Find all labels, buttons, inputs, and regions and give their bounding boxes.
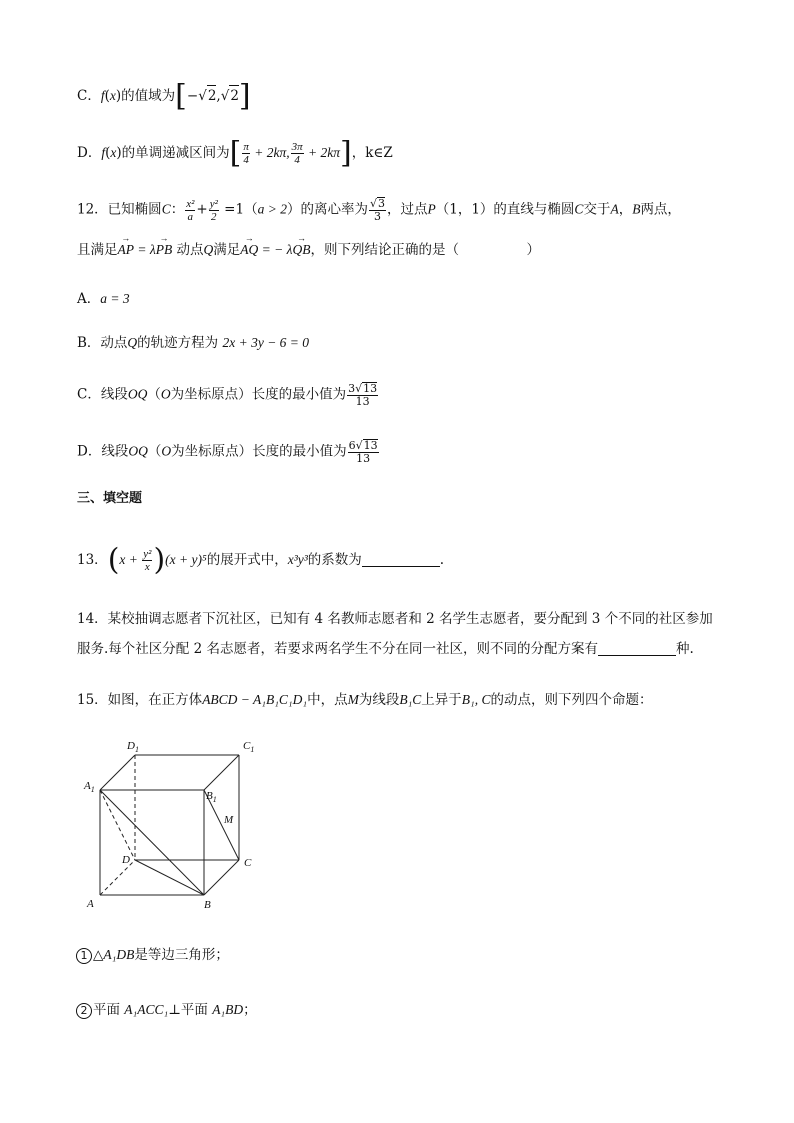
- proposition-1: 1 △A₁DB是等边三角形；: [76, 945, 229, 965]
- label-c: C: [244, 857, 252, 869]
- question-14-line-1: 14．某校抽调志愿者下沉社区，已知有 4 名教师志愿者和 2 名学生志愿者，要分配到 3 个不同的社区参加: [77, 611, 713, 627]
- proposition-2: 2 平面 A₁ACC₁⊥平面 A₁BD；: [76, 1000, 257, 1020]
- label-m: M: [224, 814, 234, 826]
- edge-c-b: [204, 860, 239, 895]
- option-d-interval: D．f(x)的单调递减区间为[ $\frac{\pi}{4}$ + 2kπ, $\frac{3\pi}{4}$ + 2kπ]，k∈Z: [77, 135, 393, 171]
- label-a1: $A_1$: [84, 780, 95, 794]
- answer-blank-13[interactable]: [362, 552, 440, 567]
- edge-c1-b1: [204, 755, 239, 790]
- question-14-line-2: 服务.每个社区分配 2 名志愿者，若要求两名学生不分在同一社区，则不同的分配方案有 种.: [77, 641, 694, 657]
- question-12-line-2: 且满足→ AP = λ→ PB 动点Q满足→ AQ = − λ→ QB，则下列结论正确的是（ ）: [77, 240, 540, 260]
- question-15: 15．如图，在正方体ABCD − A₁B₁C₁D₁中，点M为线段B₁C上异于B₁, C的动点，则下列四个命题：: [77, 692, 653, 708]
- q12-option-c: C．线段OQ（O为坐标原点）长度的最小值为 $\frac{3√13}{13}$: [77, 382, 378, 408]
- label-a: A: [87, 898, 94, 910]
- question-12-line-1: 12．已知椭圆C： $\frac{\text{x²}}{a}$ + $\frac{\text{y²}}{2}$ =1（a > 2）的离心率为 $\frac{√3}{3}$ ，过点P（1，1）的直线与椭圆C交于A，B两点，: [77, 197, 681, 223]
- segment-a1-d: [100, 790, 135, 860]
- cube-figure: [78, 735, 278, 915]
- answer-blank-14[interactable]: [598, 641, 676, 656]
- segment-d-b: [135, 860, 204, 895]
- question-13: 13．(x + $\frac{\text{y²}}{x}$ )(x + y)⁵的展开式中，x³y³的系数为 .: [77, 542, 445, 578]
- label-b1: $B_1$: [206, 790, 217, 804]
- q12-option-b: B．动点Q的轨迹方程为 2x + 3y − 6 = 0: [77, 335, 310, 351]
- label-d: D: [122, 854, 130, 866]
- label-d1: $D_1$: [127, 740, 139, 754]
- section-heading: 三、填空题: [77, 491, 143, 506]
- q12-option-d: D．线段OQ（O为坐标原点）长度的最小值为 $\frac{6√13}{13}$: [77, 439, 378, 465]
- label-c1: $C_1$: [243, 740, 255, 754]
- edge-a1-d1: [100, 755, 135, 790]
- label-b: B: [204, 899, 211, 911]
- q12-option-a: A．a = 3: [77, 291, 130, 307]
- option-c-range: C．f(x)的值域为[−√2,√2]: [77, 78, 251, 114]
